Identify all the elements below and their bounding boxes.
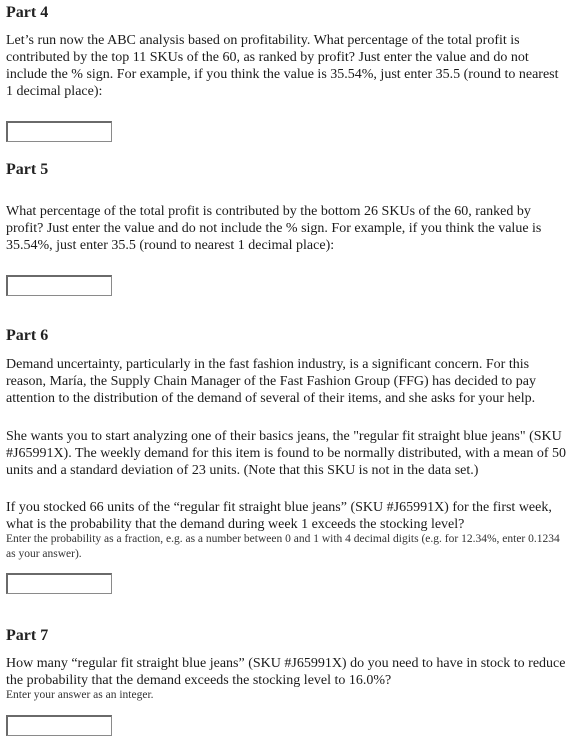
part-6-paragraph-2: She wants you to start analyzing one of their basics jeans, the "regular fit straight blue jeans" (SKU #J65991X). The weekly demand for this item is found to be normally distributed, with a mean of 50 units and a standard deviation of 23 units. (Note that this SKU is not in the data set.) [6, 429, 567, 478]
part-7-question: How many “regular fit straight blue jeans” (SKU #J65991X) do you need to have in stock to reduce the probability that the demand exceeds the stocking level to 16.0%? [6, 656, 566, 688]
part-4-title: Part 4 [6, 4, 49, 21]
part-6-question: If you stocked 66 units of the “regular fit straight blue jeans” (SKU #J65991X) for the first week, what is the probability that the demand during week 1 exceeds the stocking level? [6, 500, 552, 532]
part-7-answer-input[interactable] [6, 715, 112, 736]
part-5-title: Part 5 [6, 161, 49, 178]
part-5-answer-input[interactable] [6, 275, 112, 296]
part-6-paragraph-1: Demand uncertainty, particularly in the fast fashion industry, is a significant concern. For this reason, María, the Supply Chain Manager of the Fast Fashion Group (FFG) has decided to pay attention to the distribution of the demand of several of their items, and she asks for your help. [6, 357, 536, 406]
part-4-answer-input[interactable] [6, 121, 112, 142]
part-6-hint: Enter the probability as a fraction, e.g. as a number between 0 and 1 with 4 decimal digits (e.g. for 12.34%, enter 0.1234 as your answer). [6, 533, 560, 560]
part-6-title: Part 6 [6, 327, 49, 344]
part-7-hint: Enter your answer as an integer. [6, 689, 154, 701]
part-7-title: Part 7 [6, 627, 49, 644]
part-5-question: What percentage of the total profit is contributed by the bottom 26 SKUs of the 60, ranked by profit? Just enter the value and do not include the % sign. For example, if you think the value is 35.54%, just enter 35.5 (round to nearest 1 decimal place): [6, 204, 542, 253]
part-6-answer-input[interactable] [6, 573, 112, 594]
part-4-question: Let’s run now the ABC analysis based on profitability. What percentage of the total profit is contributed by the top 11 SKUs of the 60, as ranked by profit? Just enter the value and do not include the % sign. For example, if you think the value is 35.54%, just enter 35.5 (round to nearest 1 decimal place): [6, 33, 559, 99]
